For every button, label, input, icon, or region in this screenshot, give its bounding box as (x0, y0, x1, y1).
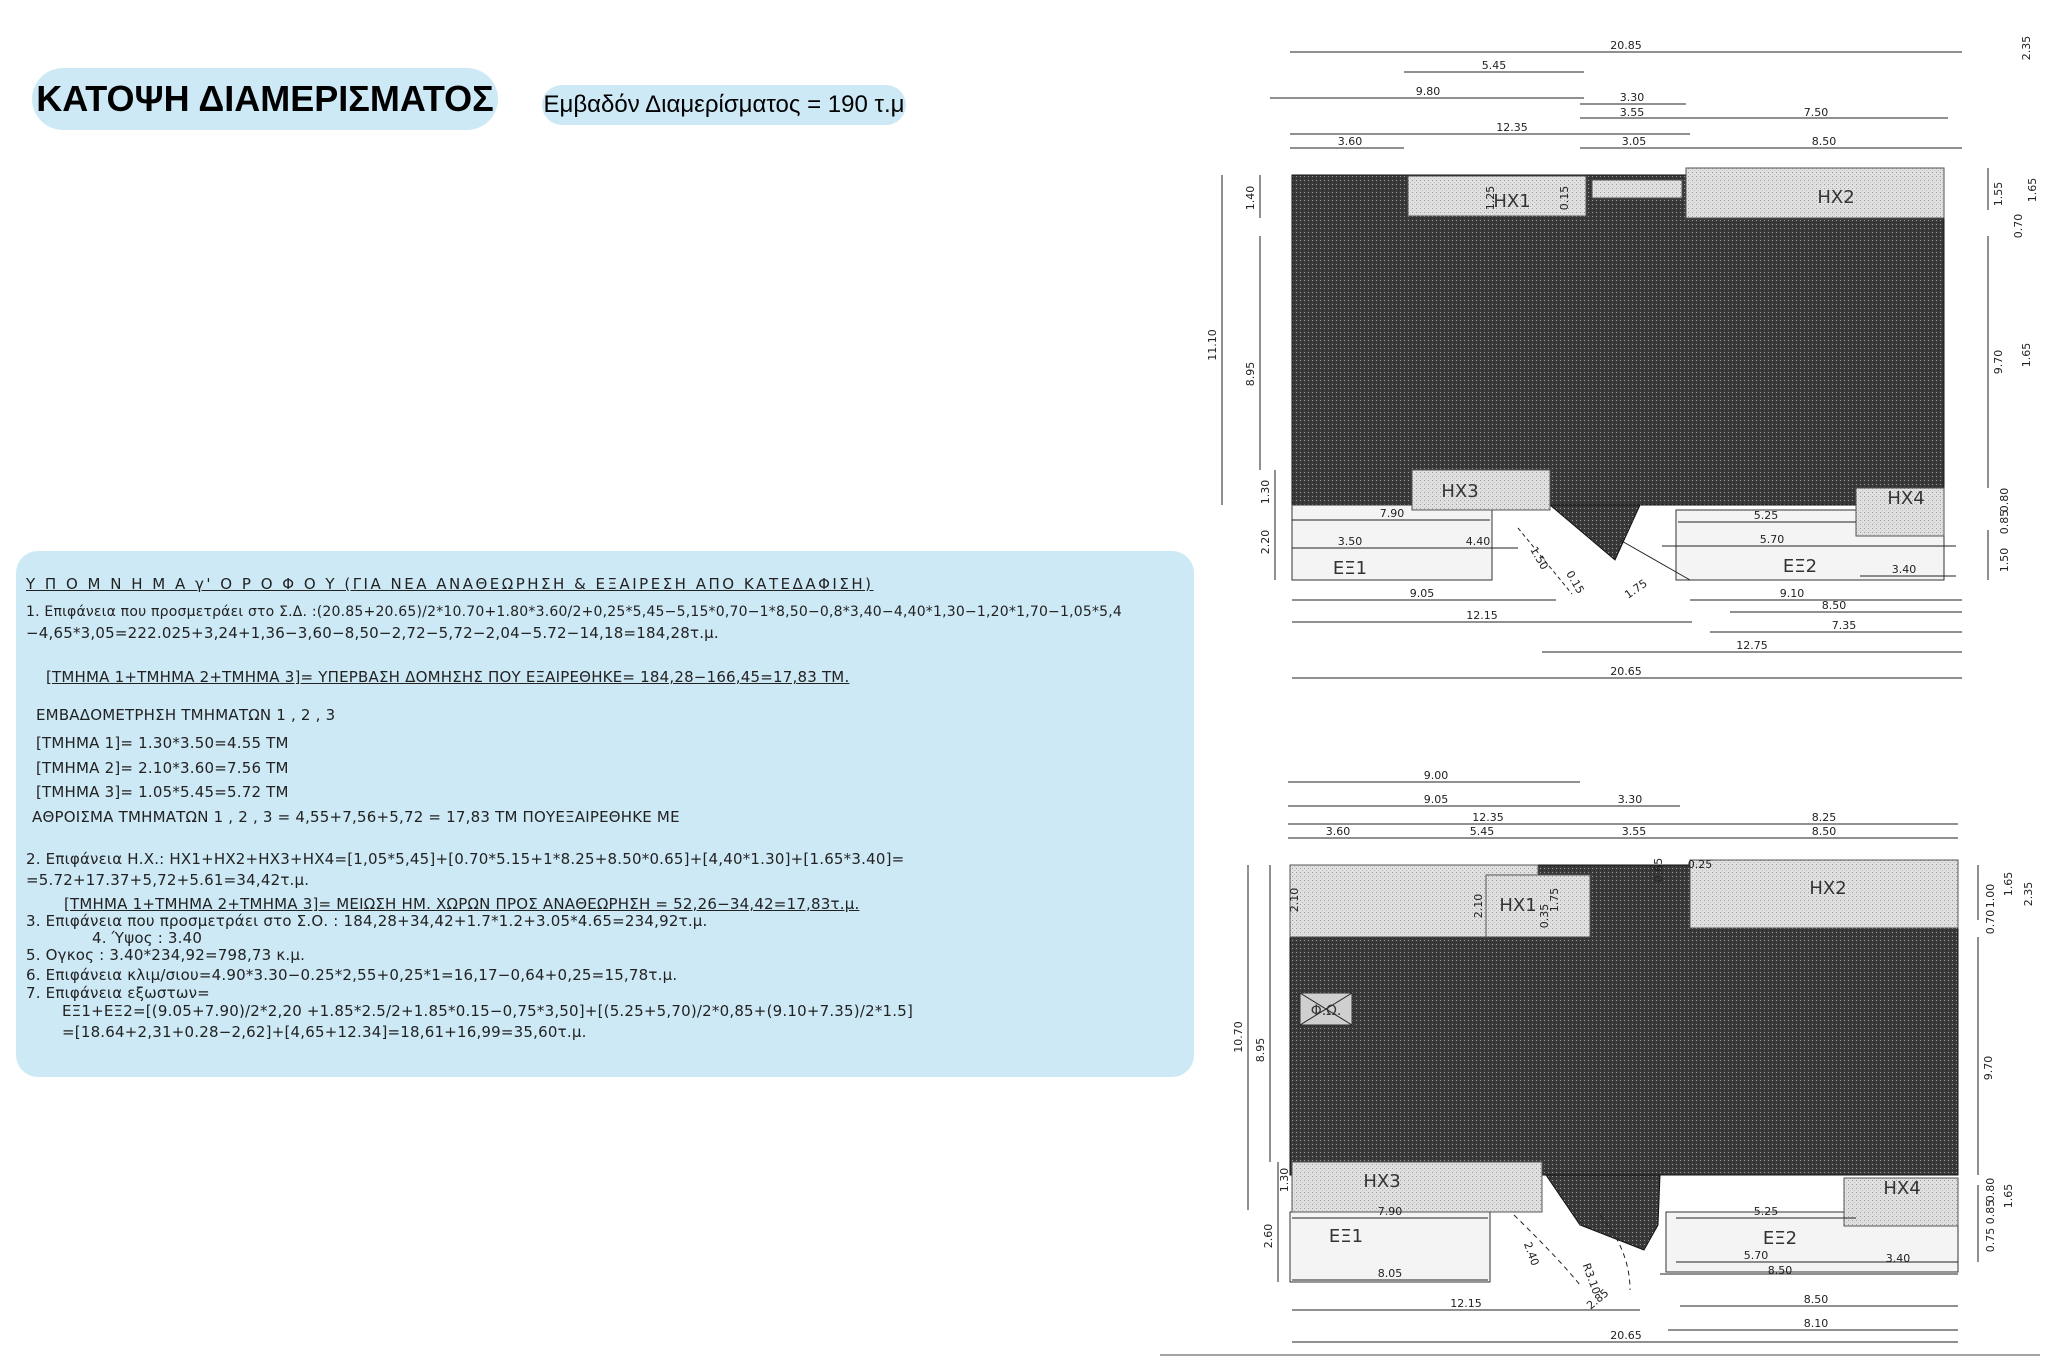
area-label: Εμβαδόν Διαμερίσματος = 190 τ.μ (542, 85, 906, 125)
dim-label: 10.70 (1232, 1021, 1245, 1053)
dim-label: 0.15 (1563, 568, 1587, 597)
legend-measure-title: ΕΜΒΑΔΟΜΕΤΡΗΣΗ ΤΜΗΜΑΤΩΝ 1 , 2 , 3 (36, 706, 336, 724)
room-label: ΕΞ2 (1762, 1228, 1798, 1249)
room-label: ΕΞ1 (1332, 558, 1368, 579)
plan-top-body (1292, 175, 1944, 505)
dim-label: 3.55 (1619, 106, 1645, 119)
room-label: ΗΧ2 (1809, 878, 1847, 899)
dim-label: R3.10 (1579, 1261, 1603, 1297)
room-label: ΗΧ1 (1499, 895, 1537, 916)
dim-label: 5.70 (1743, 1249, 1769, 1262)
dim-label: 2.35 (2022, 881, 2035, 907)
room-label: ΗΧ4 (1887, 488, 1925, 509)
dim-label: 1.75 (1548, 887, 1561, 913)
dim-label: 0.80 (1984, 1177, 1997, 1203)
page-title: ΚΑΤΟΨΗ ΔΙΑΜΕΡΙΣΜΑΤΟΣ (32, 68, 498, 130)
dim-label: 1.55 (1992, 181, 2005, 207)
room-label: ΕΞ1 (1328, 1226, 1364, 1247)
dim-label: 8.50 (1811, 825, 1837, 838)
legend-part-3: [ΤΜΗΜΑ 3]= 1.05*5.45=5.72 ΤΜ (36, 783, 289, 801)
dim-label: 0.85 (1984, 1199, 1997, 1225)
dim-label: 2.85 (1584, 1286, 1612, 1313)
dim-label: 5.25 (1753, 1205, 1779, 1218)
dim-label: 3.60 (1325, 825, 1351, 838)
legend-sum: ΑΘΡΟΙΣΜΑ ΤΜΗΜΑΤΩΝ 1 , 2 , 3 = 4,55+7,56+5,72 = 17,83 ΤΜ ΠΟΥΕΞΑΙΡΕΘΗΚΕ ΜΕ (32, 808, 680, 826)
dim-label: 12.15 (1450, 1297, 1482, 1310)
dim-label: 1.30 (1278, 1167, 1291, 1193)
legend-heading: Υ Π Ο Μ Ν Η Μ Α γ' Ο Ρ Ο Φ Ο Υ (ΓΙΑ ΝΕΑ ΑΝΑΘΕΩΡΗΣΗ & ΕΞΑΙΡΕΣΗ ΑΠΟ ΚΑΤΕΔΑΦΙΣΗ) (26, 575, 874, 593)
dim-label: 20.65 (1610, 665, 1642, 678)
stair-top (1550, 505, 1640, 560)
dim-label: 8.10 (1803, 1317, 1829, 1330)
legend-panel (16, 551, 1194, 1077)
dim-label: 3.60 (1337, 135, 1363, 148)
legend-line-7b: =[18.64+2,31+0.28−2,62]+[4,65+12.34]=18,61+16,99=35,60τ.μ. (62, 1023, 587, 1041)
dim-label: 8.50 (1811, 135, 1837, 148)
dim-label: 0.25 (1687, 858, 1713, 871)
dim-label: 1.30 (1259, 479, 1272, 505)
dim-label: 7.35 (1831, 619, 1857, 632)
dim-label: 8.05 (1377, 1267, 1403, 1280)
room-label: ΗΧ3 (1363, 1171, 1401, 1192)
dim-label: 5.70 (1759, 533, 1785, 546)
dim-label: 8.95 (1244, 361, 1257, 387)
dim-label: 8.25 (1811, 811, 1837, 824)
legend-line-2b: =5.72+17.37+5,72+5.61=34,42τ.μ. (26, 871, 310, 889)
dim-label: 12.15 (1466, 609, 1498, 622)
legend-line-6: 6. Επιφάνεια κλιμ/σιου=4.90*3.30−0.25*2,55+0,25*1=16,17−0,64+0,25=15,78τ.μ. (26, 966, 678, 984)
dim-label: 8.50 (1821, 599, 1847, 612)
dim-label: 12.35 (1472, 811, 1504, 824)
dim-label: 7.50 (1803, 106, 1829, 119)
dim-label: 1.25 (1484, 185, 1497, 211)
legend-line-1b: −4,65*3,05=222.025+3,24+1,36−3,60−8,50−2,72−5,72−2,04−5.72−14,18=184,28τ.μ. (26, 624, 719, 642)
room-hx3-top (1412, 470, 1550, 510)
dim-label: 2.10 (1288, 887, 1301, 913)
legend-excess: [ΤΜΗΜΑ 1+ΤΜΗΜΑ 2+ΤΜΗΜΑ 3]= ΥΠΕΡΒΑΣΗ ΔΟΜΗΣΗΣ ΠΟΥ ΕΞΑΙΡΕΘΗΚΕ= 184,28−166,45=17,83 ΤΜ. (46, 668, 850, 686)
dim-label: 2.40 (1520, 1240, 1542, 1268)
dim-label: 3.50 (1337, 535, 1363, 548)
legend-line-3: 3. Επιφάνεια που προσμετράει στο Σ.Ο. : 184,28+34,42+1.7*1.2+3.05*4.65=234,92τ.μ. (26, 912, 708, 930)
legend-line-2a: 2. Επιφάνεια Η.Χ.: ΗΧ1+ΗΧ2+ΗΧ3+ΗΧ4=[1,05*5,45]+[0.70*5.15+1*8.25+8.50*0.65]+[4,40*1.30]+[1.65*3.40]= (26, 850, 905, 868)
dim-label: 9.00 (1423, 769, 1449, 782)
legend-reduction: [ΤΜΗΜΑ 1+ΤΜΗΜΑ 2+ΤΜΗΜΑ 3]= ΜΕΙΩΣΗ ΗΜ. ΧΩΡΩΝ ΠΡΟΣ ΑΝΑΘΕΩΡΗΣΗ = 52,26−34,42=17,83τ.μ. (64, 895, 860, 913)
room-label: ΗΧ3 (1441, 481, 1479, 502)
dim-label: 1.75 (1622, 576, 1650, 602)
floor-plans (1160, 0, 2048, 1365)
legend-part-1: [ΤΜΗΜΑ 1]= 1.30*3.50=4.55 ΤΜ (36, 734, 289, 752)
dim-label: 0.35 (1538, 903, 1551, 929)
dim-label: 0.70 (2012, 213, 2025, 239)
dim-label: 1.00 (1984, 883, 1997, 909)
stair-bottom (1546, 1175, 1660, 1250)
dim-label: 7.90 (1379, 507, 1405, 520)
legend-line-7a: ΕΞ1+ΕΞ2=[(9.05+7.90)/2*2,20 +1.85*2.5/2+1.85*0.15−0,75*3,50]+[(5.25+5,70)/2*0,85+(9.10+7.35)/2*1.5] (62, 1002, 914, 1020)
dim-label: 0.15 (1558, 185, 1571, 211)
dim-label: 2.20 (1259, 529, 1272, 555)
dim-label: 11.10 (1206, 329, 1219, 361)
dim-label: 9.05 (1423, 793, 1449, 806)
dim-label: 8.50 (1803, 1293, 1829, 1306)
dim-label: 3.55 (1621, 825, 1647, 838)
dim-label: 8.50 (1767, 1264, 1793, 1277)
dim-label: 2.35 (2020, 35, 2033, 61)
dim-label: 4.40 (1465, 535, 1491, 548)
dim-label: 9.10 (1779, 587, 1805, 600)
room-label: ΗΧ4 (1883, 1178, 1921, 1199)
room-label: ΗΧ1 (1493, 191, 1531, 212)
dim-label: 20.65 (1610, 1329, 1642, 1342)
dim-label: 9.80 (1415, 85, 1441, 98)
dim-label: 5.45 (1481, 59, 1507, 72)
dim-label: 7.90 (1377, 1205, 1403, 1218)
dim-label: 12.35 (1496, 121, 1528, 134)
plan-bottom (1160, 782, 2040, 1355)
dim-label: 0.85 (1998, 509, 2011, 535)
dim-label: 3.40 (1885, 1252, 1911, 1265)
dim-label: 9.05 (1409, 587, 1435, 600)
legend-part-2: [ΤΜΗΜΑ 2]= 2.10*3.60=7.56 ΤΜ (36, 759, 289, 777)
dim-label: 3.30 (1617, 793, 1643, 806)
dim-label: 5.45 (1469, 825, 1495, 838)
dim-label: 1.65 (2002, 871, 2015, 897)
room-label: ΗΧ2 (1817, 187, 1855, 208)
room-small-top (1592, 180, 1682, 198)
dim-label: 0.80 (1998, 487, 2011, 513)
legend-line-1a: 1. Επιφάνεια που προσμετράει στο Σ.Δ. :(20.85+20.65)/2*10.70+1.80*3.60/2+0,25*5,45−5,15*0,70−1*8,50−0,8*3,40−4,40*1,30−1,20*1,70−1,05*5,4 (26, 604, 1123, 620)
dim-label: 1.50 (1998, 547, 2011, 573)
dim-label: 3.05 (1621, 135, 1647, 148)
dim-label: 20.85 (1610, 39, 1642, 52)
legend-line-7: 7. Επιφάνεια εξωστων= (26, 984, 210, 1002)
dim-label: 8.95 (1254, 1037, 1267, 1063)
dim-label: 1.65 (2020, 342, 2033, 368)
dim-label: 9.70 (1992, 349, 2005, 375)
dim-label: 0.70 (1984, 909, 1997, 935)
dim-label: 1.65 (2026, 177, 2039, 203)
legend-line-5: 5. Ογκος : 3.40*234,92=798,73 κ.μ. (26, 946, 306, 964)
room-label: ΕΞ2 (1782, 556, 1818, 577)
dim-label: 0.65 (1652, 857, 1665, 883)
dim-label: 3.40 (1891, 563, 1917, 576)
dim-label: 1.50 (1527, 544, 1551, 573)
dim-label: 9.70 (1982, 1055, 1995, 1081)
dim-label: 3.30 (1619, 91, 1645, 104)
dim-label: 1.40 (1244, 185, 1257, 211)
dim-label: 5.25 (1753, 509, 1779, 522)
dim-label: 2.10 (1472, 893, 1485, 919)
dim-label: 0.75 (1984, 1227, 1997, 1253)
dim-label: 2.60 (1262, 1223, 1275, 1249)
room-hx2-top (1686, 168, 1944, 218)
dim-label: 12.75 (1736, 639, 1768, 652)
dim-label: 1.65 (2002, 1183, 2015, 1209)
legend-line-4: 4. Ύψος : 3.40 (92, 929, 203, 947)
room-hx3-bottom (1292, 1162, 1542, 1212)
room-label: Φ.Ω. (1310, 1003, 1342, 1019)
